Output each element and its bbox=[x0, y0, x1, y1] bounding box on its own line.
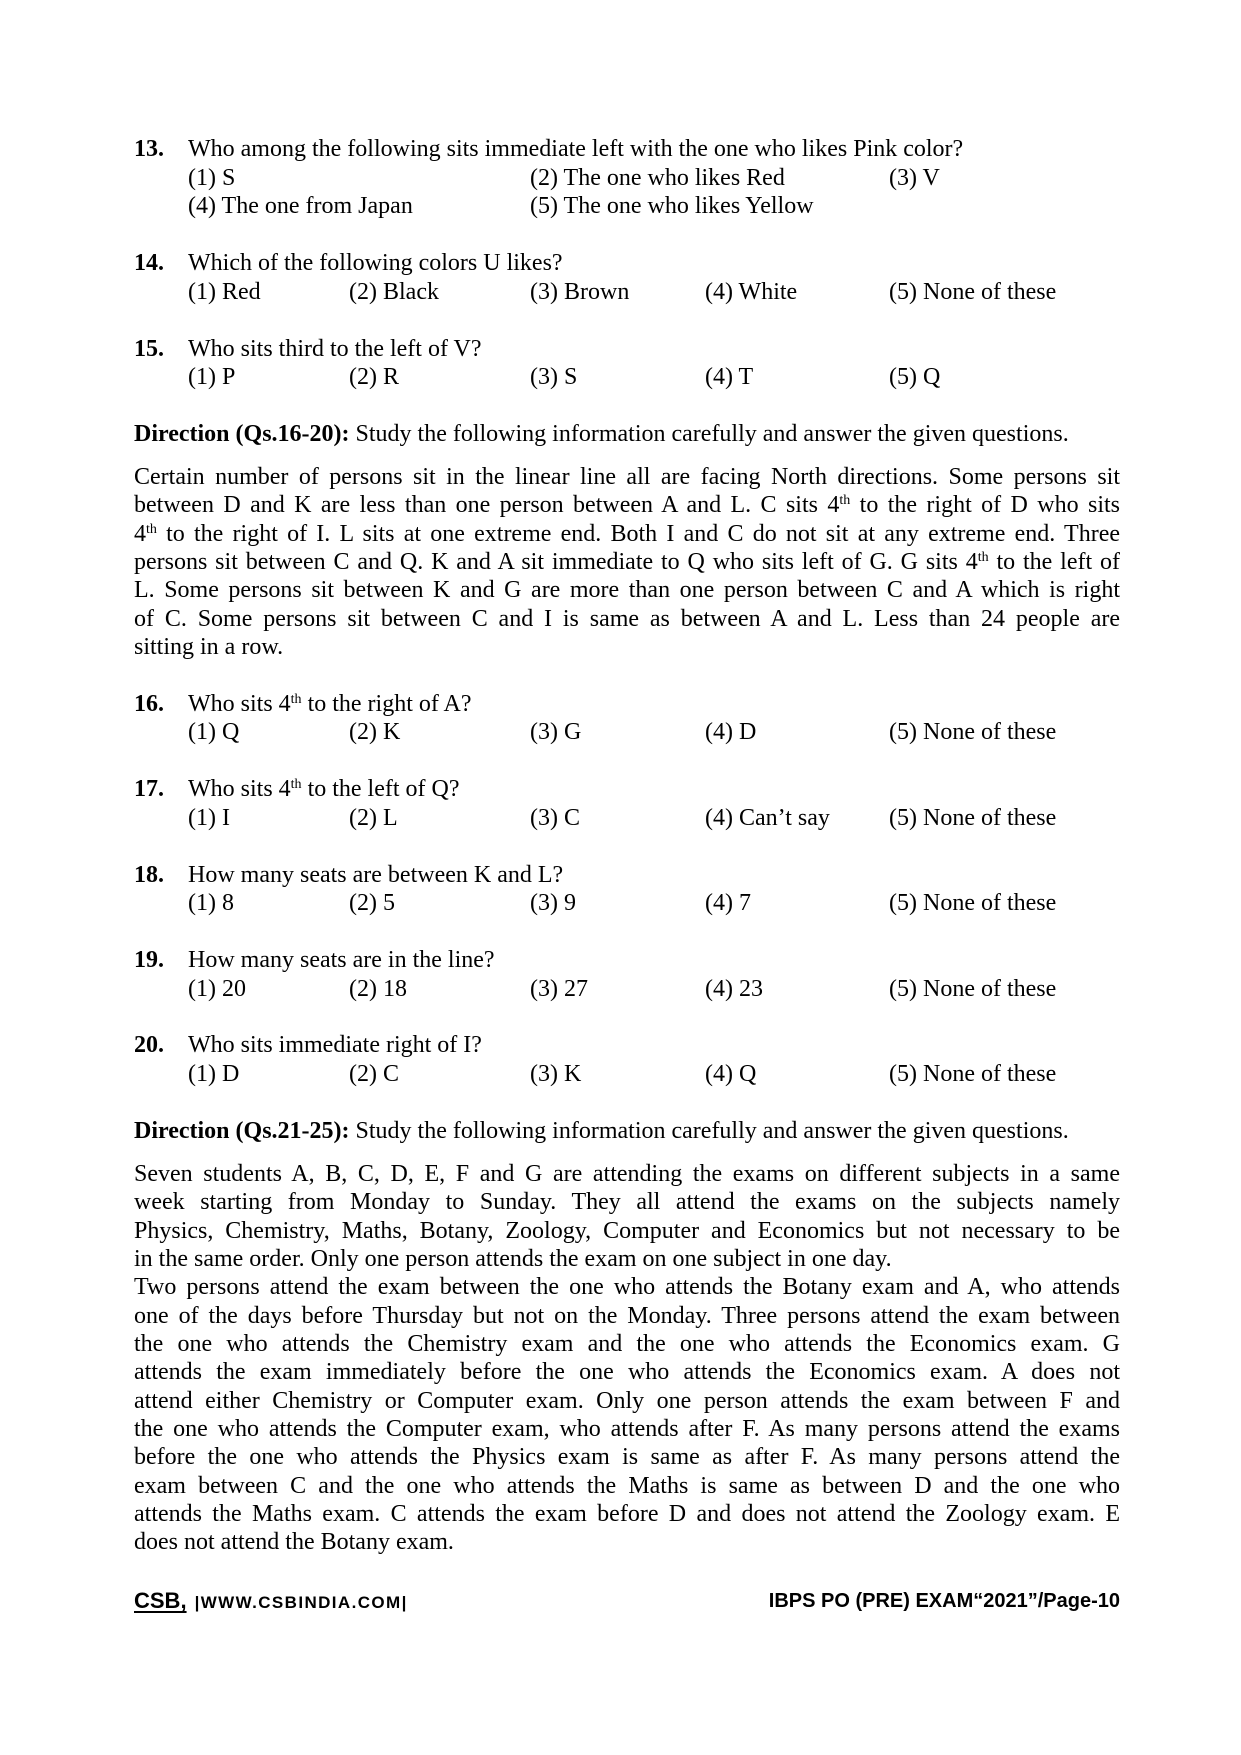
passage-line: L. Some persons sit between K and G are more than one person between C and A which is right bbox=[134, 577, 1120, 604]
option-3: (3) S bbox=[530, 364, 578, 390]
option-3: (3) G bbox=[530, 719, 582, 745]
passage-16-20 bbox=[134, 463, 1120, 661]
question-text: Which of the following colors U likes? bbox=[188, 250, 563, 276]
question-number: 20. bbox=[134, 1032, 164, 1058]
passage-line bbox=[134, 491, 1120, 519]
direction-21-25 bbox=[134, 1117, 1120, 1146]
question-15 bbox=[134, 335, 1120, 364]
question-text: Who sits third to the left of V? bbox=[188, 336, 482, 362]
superscript: th bbox=[839, 493, 851, 509]
option-3: (3) V bbox=[889, 165, 940, 191]
option-3: (3) 9 bbox=[530, 890, 576, 916]
page-footer bbox=[134, 1587, 1120, 1615]
option-2: (2) 5 bbox=[349, 890, 395, 916]
question-19-options bbox=[134, 975, 1120, 1004]
question-number: 18. bbox=[134, 862, 164, 888]
option-1: (1) Red bbox=[188, 279, 261, 305]
option-4: (4) Q bbox=[705, 1061, 757, 1087]
question-text: How many seats are in the line? bbox=[188, 947, 495, 973]
option-2: (2) L bbox=[349, 805, 398, 831]
passage-line: one of the days before Thursday but not on the Monday. Three persons attend the exam between bbox=[134, 1302, 1120, 1329]
question-text-end: to the left of Q? bbox=[301, 776, 460, 802]
option-1: (1) 20 bbox=[188, 976, 246, 1002]
option-3: (3) 27 bbox=[530, 976, 588, 1002]
passage-line bbox=[134, 548, 1120, 576]
question-16-options bbox=[134, 718, 1120, 747]
option-5: (5) The one who likes Yellow bbox=[530, 193, 814, 219]
passage-21-25 bbox=[134, 1160, 1120, 1557]
option-3: (3) Brown bbox=[530, 279, 630, 305]
passage-line-start: 4 bbox=[134, 520, 146, 547]
superscript: th bbox=[290, 777, 302, 792]
passage-line: attend either Chemistry or Computer exam. Only one person attends the exam between F and bbox=[134, 1387, 1120, 1414]
passage-line: Two persons attend the exam between the one who attends the Botany exam and A, who attends bbox=[134, 1274, 1120, 1301]
direction-16-20 bbox=[134, 420, 1120, 449]
passage-line-end: to the right of I. L sits at one extreme end. Both I and C do not sit at any extreme end. Three bbox=[156, 520, 1120, 547]
option-4: (4) White bbox=[705, 279, 798, 305]
option-4: (4) The one from Japan bbox=[188, 193, 413, 219]
question-20-options bbox=[134, 1060, 1120, 1089]
question-17-options bbox=[134, 804, 1120, 833]
option-1: (1) S bbox=[188, 165, 236, 191]
question-18-options bbox=[134, 889, 1120, 918]
direction-text: Study the following information carefully and answer the given questions. bbox=[355, 1118, 1069, 1144]
option-2: (2) The one who likes Red bbox=[530, 165, 785, 191]
passage-line-start: persons sit between C and Q. K and A sit immediate to Q who sits left of G. G sits 4 bbox=[134, 549, 978, 576]
superscript: th bbox=[290, 692, 302, 707]
passage-line: attends the exam immediately before the one who attends the Economics exam. A does not bbox=[134, 1359, 1120, 1386]
question-13-options-row-1 bbox=[134, 164, 1120, 193]
option-2: (2) K bbox=[349, 719, 401, 745]
passage-line: exam between C and the one who attends the Maths is same as between D and the one who bbox=[134, 1472, 1120, 1499]
option-4: (4) D bbox=[705, 719, 757, 745]
superscript: th bbox=[146, 521, 157, 537]
option-5: (5) None of these bbox=[889, 805, 1057, 831]
option-5: (5) None of these bbox=[889, 279, 1057, 305]
question-text: How many seats are between K and L? bbox=[188, 862, 564, 888]
question-14-options bbox=[134, 278, 1120, 307]
option-2: (2) Black bbox=[349, 279, 439, 305]
option-3: (3) C bbox=[530, 805, 580, 831]
question-16 bbox=[134, 690, 1120, 719]
question-text-end: to the right of A? bbox=[301, 691, 472, 717]
option-5: (5) None of these bbox=[889, 890, 1057, 916]
option-1: (1) Q bbox=[188, 719, 240, 745]
direction-label: Direction (Qs.16-20): bbox=[134, 421, 350, 447]
passage-line-start: between D and K are less than one person between A and L. C sits 4 bbox=[134, 492, 840, 519]
question-20 bbox=[134, 1031, 1120, 1060]
question-number: 17. bbox=[134, 776, 164, 802]
question-13 bbox=[134, 135, 1120, 164]
question-text-start: Who sits 4 bbox=[188, 691, 291, 717]
option-1: (1) P bbox=[188, 364, 236, 390]
passage-line: Physics, Chemistry, Maths, Botany, Zoology, Computer and Economics but not necessary to be bbox=[134, 1217, 1120, 1244]
option-5: (5) None of these bbox=[889, 976, 1057, 1002]
direction-label: Direction (Qs.21-25): bbox=[134, 1118, 350, 1144]
question-text bbox=[188, 690, 472, 718]
website-url: |WWW.CSBINDIA.COM| bbox=[194, 1593, 408, 1612]
question-18 bbox=[134, 861, 1120, 890]
passage-line: week starting from Monday to Sunday. They all attend the exams on the subjects namely bbox=[134, 1189, 1120, 1216]
option-5: (5) None of these bbox=[889, 1061, 1057, 1087]
passage-line: of C. Some persons sit between C and I is same as between A and L. Less than 24 people are bbox=[134, 605, 1120, 632]
question-14 bbox=[134, 249, 1120, 278]
option-4: (4) T bbox=[705, 364, 754, 390]
option-4: (4) 23 bbox=[705, 976, 763, 1002]
question-19 bbox=[134, 946, 1120, 975]
passage-line: in the same order. Only one person attends the exam on one subject in one day. bbox=[134, 1246, 892, 1273]
option-4: (4) Can’t say bbox=[705, 805, 830, 831]
passage-line: Certain number of persons sit in the linear line all are facing North directions. Some persons sit bbox=[134, 464, 1120, 490]
passage-line: Seven students A, B, C, D, E, F and G are attending the exams on different subjects in a same bbox=[134, 1161, 1120, 1187]
question-15-options bbox=[134, 363, 1120, 392]
option-4: (4) 7 bbox=[705, 890, 751, 916]
question-text-start: Who sits 4 bbox=[188, 776, 291, 802]
passage-line: the one who attends the Chemistry exam and the one who attends the Economics exam. G bbox=[134, 1331, 1120, 1358]
question-number: 14. bbox=[134, 250, 164, 276]
question-text bbox=[188, 775, 460, 803]
option-5: (5) None of these bbox=[889, 719, 1057, 745]
question-text: Who among the following sits immediate left with the one who likes Pink color? bbox=[188, 136, 964, 162]
question-number: 15. bbox=[134, 336, 164, 362]
passage-line: sitting in a row. bbox=[134, 634, 284, 661]
question-number: 16. bbox=[134, 691, 164, 717]
option-2: (2) C bbox=[349, 1061, 399, 1087]
passage-line bbox=[134, 520, 1120, 548]
passage-line: the one who attends the Computer exam, who attends after F. As many persons attend the exams bbox=[134, 1416, 1120, 1443]
csb-logo: CSB, bbox=[134, 1588, 187, 1613]
option-1: (1) D bbox=[188, 1061, 240, 1087]
option-1: (1) 8 bbox=[188, 890, 234, 916]
option-5: (5) Q bbox=[889, 364, 941, 390]
superscript: th bbox=[977, 550, 989, 566]
question-number: 13. bbox=[134, 136, 164, 162]
question-17 bbox=[134, 775, 1120, 804]
passage-line: attends the Maths exam. C attends the exam before D and does not attend the Zoology exam. E bbox=[134, 1501, 1120, 1528]
option-2: (2) R bbox=[349, 364, 399, 390]
option-2: (2) 18 bbox=[349, 976, 407, 1002]
passage-line: does not attend the Botany exam. bbox=[134, 1529, 454, 1556]
question-number: 19. bbox=[134, 947, 164, 973]
exam-page-info: IBPS PO (PRE) EXAM“2021”/Page-10 bbox=[768, 1590, 1120, 1612]
option-3: (3) K bbox=[530, 1061, 582, 1087]
question-13-options-row-2 bbox=[134, 192, 1120, 221]
passage-line-end: to the left of bbox=[988, 549, 1120, 576]
question-text: Who sits immediate right of I? bbox=[188, 1032, 482, 1058]
passage-line: before the one who attends the Physics exam is same as after F. As many persons attend the bbox=[134, 1444, 1120, 1471]
option-1: (1) I bbox=[188, 805, 230, 831]
direction-text: Study the following information carefully and answer the given questions. bbox=[355, 421, 1069, 447]
passage-line-end: to the right of D who sits bbox=[850, 492, 1120, 519]
